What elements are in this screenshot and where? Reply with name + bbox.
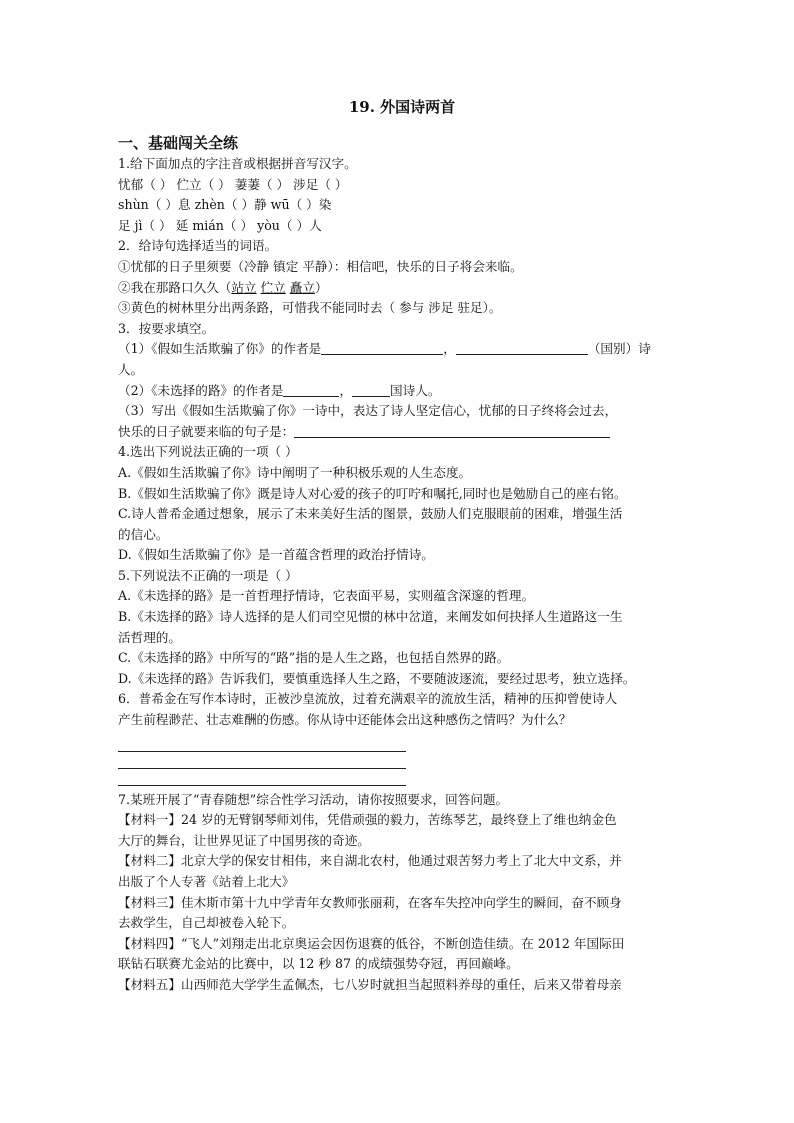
q2-option-zhuli: 伫立: [260, 279, 286, 295]
q2-stem: 2．给诗句选择适当的词语。: [118, 238, 278, 254]
q7-material-3: 【材料三】佳木斯市第十九中学青年女教师张丽莉，在客车失控冲向学生的瞬间，奋不顾身: [118, 894, 622, 910]
q1-row-2: shùn（ ）息 zhèn（ ）静 wū（ ）染: [118, 197, 332, 213]
q3-stem: 3．按要求填空。: [118, 320, 215, 336]
worksheet-page: [118, 96, 686, 996]
q4-option-b: B.《假如生活欺骗了你》溉是诗人对心爱的孩子的叮咛和嘱托,同时也是勉励自己的座右铭。: [118, 485, 627, 501]
q4-option-a: A.《假如生活欺骗了你》诗中阐明了一种积极乐观的人生态度。: [118, 464, 472, 480]
q7-material-1: 【材料一】24 岁的无臂钢琴师刘伟，凭借顽强的毅力，苦练琴艺，最终登上了维也纳金色: [118, 812, 617, 828]
q5-stem: 5.下列说法不正确的一项是（ ）: [118, 567, 298, 583]
page-title: 19. 外国诗两首: [348, 98, 456, 116]
q5-option-d: D.《未选择的路》告诉我们，要慎重选择人生之路，不要随波逐流，要经过思考，独立选择。: [118, 670, 636, 686]
q7-material-2-cont: 出版了个人专著《站着上北大》: [118, 874, 295, 889]
q2-line-1: ①忧郁的日子里须要（冷静 镇定 平静）：相信吧，快乐的日子将会来临。: [118, 258, 523, 274]
q4-option-d: D.《假如生活欺骗了你》是一首蕴含哲理的政治抒情诗。: [118, 547, 434, 563]
q1-row-3: 足 jì（ ） 延 mián（ ） yòu（ ）人: [118, 217, 322, 233]
q4-option-c-cont: 的信心。: [118, 526, 169, 542]
q3-blank-author[interactable]: [321, 341, 443, 355]
q3-item-2: （2）《未选择的路》的作者是 ， 国诗人。: [118, 382, 441, 398]
q3-item-3: （3）写出《假如生活欺骗了你》一诗中，表达了诗人坚定信心，忧郁的日子终将会过去，: [118, 403, 618, 419]
q7-stem: 7.某班开展了“青春随想”综合性学习活动，请你按照要求，回答问题。: [118, 791, 509, 807]
answer-line[interactable]: [118, 769, 406, 786]
q4-option-c: C.诗人普希金通过想象，展示了未来美好生活的图景，鼓励人们克服眼前的困难，增强生活: [118, 506, 623, 522]
q2-option-zhanli: 站立: [231, 279, 257, 295]
q7-material-4-cont: 联钻石联赛尤金站的比赛中，以 12 秒 87 的成绩强势夺冠，再回巅峰。: [118, 956, 519, 972]
answer-line[interactable]: [118, 752, 406, 769]
q1-stem: 1.给下面加点的字注音或根据拼音写汉字。: [118, 156, 357, 171]
q2-line-2-close: ）: [314, 279, 328, 295]
q4-stem: 4.选出下列说法正确的一项（ ）: [118, 444, 298, 460]
q7-material-5: 【材料五】山西师范大学学生孟佩杰，七八岁时就担当起照料养母的重任，后来又带着母亲: [118, 976, 622, 992]
q7-material-4: 【材料四】“飞人”刘翔走出北京奥运会因伤退赛的低谷，不断创造佳绩。在 2012 年国际田: [118, 935, 625, 951]
q7-material-1-cont: 大厅的舞台，让世界见证了中国男孩的奇迹。: [118, 832, 370, 848]
q5-option-b-cont: 活哲理的。: [118, 629, 181, 645]
q2-line-3: ③黄色的树林里分出两条路，可惜我不能同时去（ 参与 涉足 驻足）。: [118, 300, 502, 316]
q3-blank-country[interactable]: [456, 341, 588, 355]
q7-material-2: 【材料二】北京大学的保安甘相伟，来自湖北农村，他通过艰苦努力考上了北大中文系，并: [118, 853, 622, 869]
q1-row-1: 忧郁（ ） 伫立（ ） 萋萋（ ） 涉足（ ）: [118, 176, 348, 192]
q3-blank-country-2[interactable]: [352, 383, 390, 397]
q3-blank-sentence[interactable]: [294, 424, 610, 438]
q3-item-3-cont: 快乐的日子就要来临的句子是：: [118, 422, 686, 443]
answer-line[interactable]: [118, 735, 406, 752]
q3-blank-author-2[interactable]: [283, 383, 339, 397]
q5-option-c: C.《未选择的路》中所写的“路”指的是人生之路，也包括自然界的路。: [118, 650, 510, 666]
q5-option-b: B.《未选择的路》诗人选择的是人们司空见惯的林中岔道，来阐发如何抉择人生道路这一生: [118, 609, 623, 625]
q6-line-1: 6．普希金在写作本诗时，正被沙皇流放，过着充满艰辛的流放生活，精神的压抑曾使诗人: [118, 691, 618, 707]
q2-line-2: [118, 278, 686, 299]
q2-option-chuli: 矗立: [289, 279, 315, 295]
q6-line-2: 产生前程渺茫、壮志难酬的伤感。你从诗中还能体会出这种感伤之情吗？为什么？: [118, 712, 572, 728]
q5-option-a: A.《未选择的路》是一首哲理抒情诗，它表面平易，实则蕴含深邃的哲理。: [118, 588, 535, 604]
q3-item-1-cont: 人。: [118, 361, 144, 377]
q7-material-3-cont: 去救学生，自己却被卷入轮下。: [118, 915, 295, 931]
q2-line-2-open: ②我在那路口久久（: [118, 279, 232, 295]
q3-item-1: （1）《假如生活欺骗了你》的作者是 ， （国别）诗: [118, 341, 651, 357]
section-heading: 一、基础闯关全练: [118, 134, 239, 152]
